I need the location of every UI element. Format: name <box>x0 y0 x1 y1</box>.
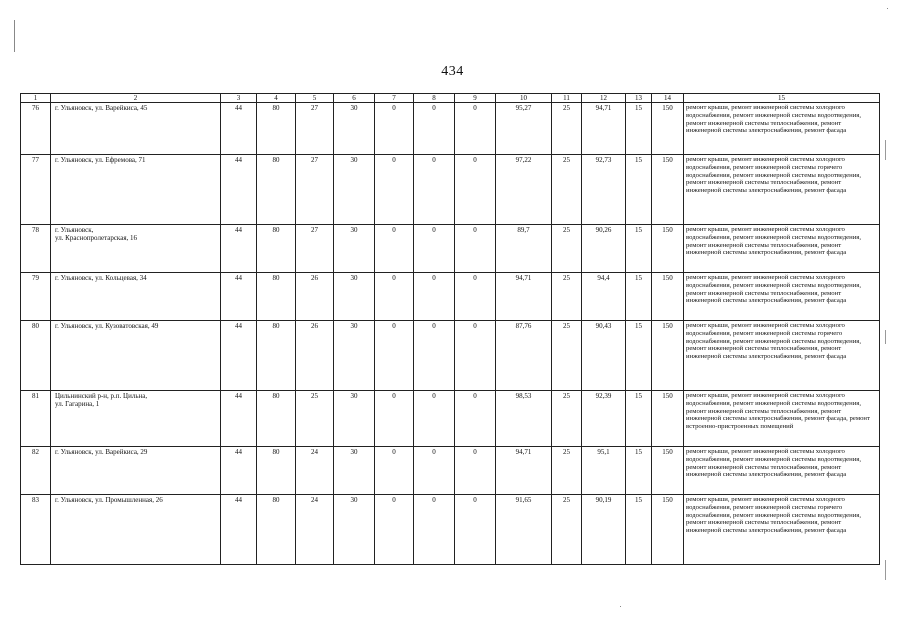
value-cell-c8: 0 <box>414 495 455 565</box>
value-cell-c13: 15 <box>626 321 652 391</box>
value-cell-c4: 80 <box>257 447 296 495</box>
value-cell-c3: 44 <box>221 495 257 565</box>
scan-edge-mark <box>885 330 886 344</box>
column-header-12: 12 <box>582 94 626 103</box>
value-cell-c7: 0 <box>375 225 414 273</box>
value-cell-c7: 0 <box>375 391 414 447</box>
works-cell: ремонт крыши, ремонт инженерной системы холодного водоснабжения, ремонт инженерной системы водоотведения, ремонт инженерной системы теплоснабжения, ремонт инженерной системы электроснабжения, ремонт фасада <box>684 447 880 495</box>
value-cell-c13: 15 <box>626 103 652 155</box>
value-cell-c3: 44 <box>221 321 257 391</box>
value-cell-c5: 25 <box>296 391 334 447</box>
value-cell-c6: 30 <box>334 495 375 565</box>
address-cell: г. Ульяновск, ул. Промышленная, 26 <box>51 495 221 565</box>
value-cell-c13: 15 <box>626 391 652 447</box>
column-header-13: 13 <box>626 94 652 103</box>
value-cell-c9: 0 <box>455 321 496 391</box>
value-cell-c12: 90,19 <box>582 495 626 565</box>
value-cell-c5: 27 <box>296 225 334 273</box>
value-cell-c6: 30 <box>334 391 375 447</box>
value-cell-c5: 26 <box>296 273 334 321</box>
scan-margin-mark <box>14 20 15 52</box>
value-cell-c10: 94,71 <box>496 447 552 495</box>
value-cell-c8: 0 <box>414 273 455 321</box>
value-cell-c6: 30 <box>334 225 375 273</box>
value-cell-c5: 24 <box>296 447 334 495</box>
table-row <box>21 447 880 495</box>
value-cell-c14: 150 <box>652 391 684 447</box>
value-cell-c11: 25 <box>552 321 582 391</box>
scan-edge-mark <box>885 140 886 160</box>
page-number: 434 <box>441 64 464 79</box>
value-cell-c10: 89,7 <box>496 225 552 273</box>
value-cell-c6: 30 <box>334 447 375 495</box>
value-cell-c5: 27 <box>296 155 334 225</box>
value-cell-c8: 0 <box>414 155 455 225</box>
value-cell-c14: 150 <box>652 495 684 565</box>
value-cell-c10: 98,53 <box>496 391 552 447</box>
value-cell-c12: 92,73 <box>582 155 626 225</box>
value-cell-c11: 25 <box>552 391 582 447</box>
column-header-3: 3 <box>221 94 257 103</box>
column-header-10: 10 <box>496 94 552 103</box>
table-row <box>21 495 880 565</box>
value-cell-c9: 0 <box>455 155 496 225</box>
value-cell-c11: 25 <box>552 225 582 273</box>
value-cell-c12: 92,39 <box>582 391 626 447</box>
value-cell-c9: 0 <box>455 391 496 447</box>
value-cell-c10: 91,65 <box>496 495 552 565</box>
value-cell-c13: 15 <box>626 447 652 495</box>
value-cell-c3: 44 <box>221 103 257 155</box>
column-header-14: 14 <box>652 94 684 103</box>
value-cell-c11: 25 <box>552 155 582 225</box>
value-cell-c7: 0 <box>375 321 414 391</box>
works-cell: ремонт крыши, ремонт инженерной системы холодного водоснабжения, ремонт инженерной системы водоотведения, ремонт инженерной системы теплоснабжения, ремонт инженерной системы электроснабжения, ремонт фасада <box>684 103 880 155</box>
address-cell: г. Ульяновск, ул. Варейкиса, 29 <box>51 447 221 495</box>
value-cell-c13: 15 <box>626 495 652 565</box>
row-number-cell: 76 <box>21 103 51 155</box>
value-cell-c3: 44 <box>221 225 257 273</box>
value-cell-c9: 0 <box>455 103 496 155</box>
row-number-cell: 77 <box>21 155 51 225</box>
value-cell-c9: 0 <box>455 495 496 565</box>
value-cell-c13: 15 <box>626 273 652 321</box>
works-cell: ремонт крыши, ремонт инженерной системы холодного водоснабжения, ремонт инженерной системы водоотведения, ремонт инженерной системы теплоснабжения, ремонт инженерной системы электроснабжения, ремонт фасада <box>684 225 880 273</box>
table-row <box>21 273 880 321</box>
row-number-cell: 80 <box>21 321 51 391</box>
column-header-7: 7 <box>375 94 414 103</box>
value-cell-c6: 30 <box>334 273 375 321</box>
value-cell-c11: 25 <box>552 495 582 565</box>
value-cell-c10: 87,76 <box>496 321 552 391</box>
value-cell-c7: 0 <box>375 155 414 225</box>
works-cell: ремонт крыши, ремонт инженерной системы холодного водоснабжения, ремонт инженерной системы горячего водоснабжения, ремонт инженерной системы водоотведения, ремонт инженерной системы теплоснабжения, ремонт инженерной системы электроснабжения, ремонт фасада <box>684 321 880 391</box>
works-cell: ремонт крыши, ремонт инженерной системы холодного водоснабжения, ремонт инженерной системы горячего водоснабжения, ремонт инженерной системы водоотведения, ремонт инженерной системы теплоснабжения, ремонт инженерной системы электроснабжения, ремонт фасада <box>684 495 880 565</box>
value-cell-c14: 150 <box>652 273 684 321</box>
column-header-11: 11 <box>552 94 582 103</box>
row-number-cell: 81 <box>21 391 51 447</box>
value-cell-c7: 0 <box>375 495 414 565</box>
value-cell-c6: 30 <box>334 155 375 225</box>
table-row <box>21 103 880 155</box>
value-cell-c4: 80 <box>257 321 296 391</box>
value-cell-c12: 90,43 <box>582 321 626 391</box>
row-number-cell: 83 <box>21 495 51 565</box>
column-header-15: 15 <box>684 94 880 103</box>
address-cell: Цильнинский р-н, р.п. Цильна, ул. Гагарина, 1 <box>51 391 221 447</box>
value-cell-c11: 25 <box>552 103 582 155</box>
value-cell-c10: 97,22 <box>496 155 552 225</box>
column-header-8: 8 <box>414 94 455 103</box>
value-cell-c12: 94,71 <box>582 103 626 155</box>
value-cell-c5: 26 <box>296 321 334 391</box>
value-cell-c4: 80 <box>257 495 296 565</box>
value-cell-c8: 0 <box>414 321 455 391</box>
row-number-cell: 78 <box>21 225 51 273</box>
column-header-9: 9 <box>455 94 496 103</box>
value-cell-c8: 0 <box>414 391 455 447</box>
repair-program-table <box>20 93 880 565</box>
works-cell: ремонт крыши, ремонт инженерной системы холодного водоснабжения, ремонт инженерной системы водоотведения, ремонт инженерной системы теплоснабжения, ремонт инженерной системы электроснабжения, ремонт фасада <box>684 273 880 321</box>
column-header-1: 1 <box>21 94 51 103</box>
value-cell-c3: 44 <box>221 447 257 495</box>
value-cell-c4: 80 <box>257 225 296 273</box>
address-cell: г. Ульяновск, ул. Ефремова, 71 <box>51 155 221 225</box>
value-cell-c11: 25 <box>552 447 582 495</box>
column-header-2: 2 <box>51 94 221 103</box>
value-cell-c12: 90,26 <box>582 225 626 273</box>
scan-speck <box>620 606 621 607</box>
value-cell-c14: 150 <box>652 321 684 391</box>
value-cell-c4: 80 <box>257 391 296 447</box>
works-cell: ремонт крыши, ремонт инженерной системы холодного водоснабжения, ремонт инженерной системы горячего водоснабжения, ремонт инженерной системы водоотведения, ремонт инженерной системы теплоснабжения, ремонт инженерной системы электроснабжения, ремонт фасада <box>684 155 880 225</box>
table-row <box>21 225 880 273</box>
table-body <box>21 103 880 565</box>
value-cell-c14: 150 <box>652 103 684 155</box>
value-cell-c6: 30 <box>334 321 375 391</box>
address-cell: г. Ульяновск, ул. Кузоватовская, 49 <box>51 321 221 391</box>
value-cell-c13: 15 <box>626 225 652 273</box>
column-header-6: 6 <box>334 94 375 103</box>
value-cell-c11: 25 <box>552 273 582 321</box>
value-cell-c9: 0 <box>455 273 496 321</box>
column-header-4: 4 <box>257 94 296 103</box>
value-cell-c7: 0 <box>375 103 414 155</box>
value-cell-c8: 0 <box>414 225 455 273</box>
value-cell-c9: 0 <box>455 225 496 273</box>
column-number-row <box>21 94 880 103</box>
address-cell: г. Ульяновск, ул. Краснопролетарская, 16 <box>51 225 221 273</box>
value-cell-c8: 0 <box>414 103 455 155</box>
row-number-cell: 79 <box>21 273 51 321</box>
value-cell-c3: 44 <box>221 155 257 225</box>
column-header-5: 5 <box>296 94 334 103</box>
value-cell-c4: 80 <box>257 273 296 321</box>
value-cell-c6: 30 <box>334 103 375 155</box>
value-cell-c4: 80 <box>257 155 296 225</box>
value-cell-c14: 150 <box>652 155 684 225</box>
value-cell-c9: 0 <box>455 447 496 495</box>
value-cell-c8: 0 <box>414 447 455 495</box>
value-cell-c7: 0 <box>375 273 414 321</box>
value-cell-c14: 150 <box>652 447 684 495</box>
value-cell-c4: 80 <box>257 103 296 155</box>
value-cell-c3: 44 <box>221 273 257 321</box>
value-cell-c14: 150 <box>652 225 684 273</box>
value-cell-c7: 0 <box>375 447 414 495</box>
value-cell-c12: 95,1 <box>582 447 626 495</box>
scan-edge-mark <box>885 560 886 580</box>
table-row <box>21 321 880 391</box>
scan-speck <box>887 8 888 9</box>
value-cell-c3: 44 <box>221 391 257 447</box>
address-cell: г. Ульяновск, ул. Кольцевая, 34 <box>51 273 221 321</box>
works-cell: ремонт крыши, ремонт инженерной системы холодного водоснабжения, ремонт инженерной системы водоотведения, ремонт инженерной системы теплоснабжения, ремонт инженерной системы электроснабжения, ремонт фасада, ремонт встроенно-пристроенных помещений <box>684 391 880 447</box>
address-cell: г. Ульяновск, ул. Варейкиса, 45 <box>51 103 221 155</box>
value-cell-c13: 15 <box>626 155 652 225</box>
value-cell-c10: 95,27 <box>496 103 552 155</box>
row-number-cell: 82 <box>21 447 51 495</box>
table-row <box>21 391 880 447</box>
value-cell-c10: 94,71 <box>496 273 552 321</box>
table-row <box>21 155 880 225</box>
value-cell-c5: 24 <box>296 495 334 565</box>
value-cell-c12: 94,4 <box>582 273 626 321</box>
value-cell-c5: 27 <box>296 103 334 155</box>
